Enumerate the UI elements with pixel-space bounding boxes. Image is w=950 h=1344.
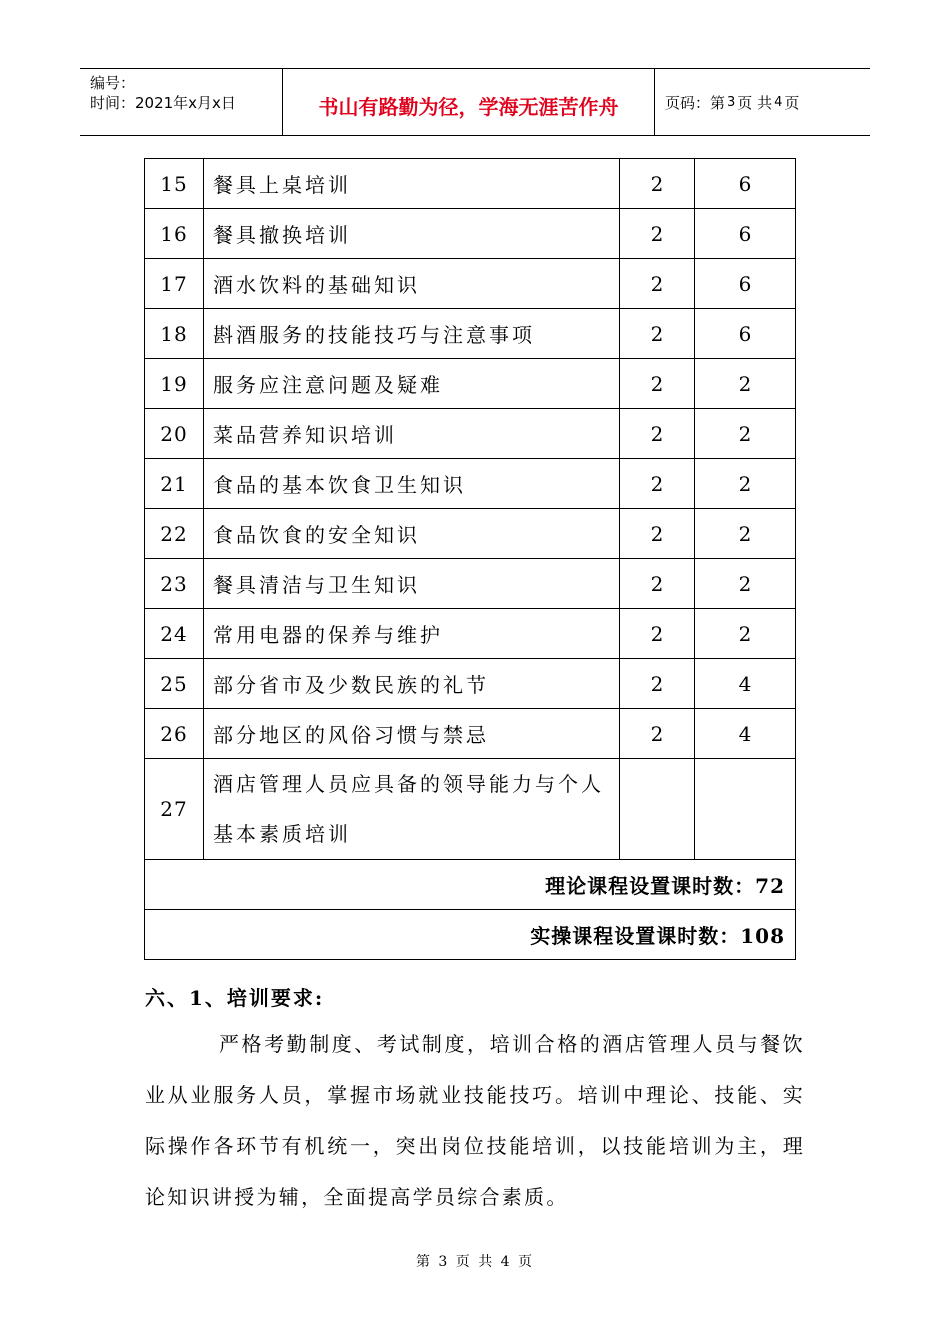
- table-row: [145, 759, 796, 860]
- theory-hours: 2: [620, 409, 695, 459]
- course-name-line: 酒店管理人员应具备的领导能力与个人: [213, 772, 604, 796]
- row-number: 17: [145, 259, 204, 309]
- course-name: 餐具清洁与卫生知识: [204, 559, 620, 609]
- row-number: 18: [145, 309, 204, 359]
- theory-total: 理论课程设置课时数：72: [145, 860, 796, 910]
- row-number: 23: [145, 559, 204, 609]
- course-name: [204, 759, 620, 860]
- practice-hours: [695, 759, 796, 860]
- theory-hours: 2: [620, 609, 695, 659]
- page-prefix: 页码：第: [665, 93, 726, 112]
- row-number: 21: [145, 459, 204, 509]
- course-name: 餐具上桌培训: [204, 159, 620, 209]
- table-row: [145, 409, 796, 459]
- row-number: 24: [145, 609, 204, 659]
- theory-hours: 2: [620, 559, 695, 609]
- row-number: 16: [145, 209, 204, 259]
- practice-hours: 2: [695, 509, 796, 559]
- row-number: 25: [145, 659, 204, 709]
- practice-hours: 2: [695, 359, 796, 409]
- page-header: [80, 68, 870, 136]
- table-row: [145, 559, 796, 609]
- course-name: 服务应注意问题及疑难: [204, 359, 620, 409]
- course-name: 部分省市及少数民族的礼节: [204, 659, 620, 709]
- table-row: [145, 309, 796, 359]
- practice-total-row: [145, 910, 796, 960]
- practice-hours: 2: [695, 559, 796, 609]
- row-number: 15: [145, 159, 204, 209]
- header-motto: 书山有路勤为径，学海无涯苦作舟: [283, 69, 655, 135]
- page-mid: 页 共: [737, 93, 773, 112]
- theory-hours: 2: [620, 459, 695, 509]
- row-number: 26: [145, 709, 204, 759]
- practice-hours: 2: [695, 609, 796, 659]
- table-row: [145, 259, 796, 309]
- table-row: [145, 459, 796, 509]
- page-suffix: 页: [784, 93, 800, 112]
- practice-hours: 6: [695, 209, 796, 259]
- row-number: 19: [145, 359, 204, 409]
- practice-hours: 4: [695, 659, 796, 709]
- course-name-line: 基本素质培训: [213, 822, 351, 846]
- practice-hours: 6: [695, 309, 796, 359]
- course-name: 食品饮食的安全知识: [204, 509, 620, 559]
- header-page-info: [655, 69, 870, 135]
- theory-total-row: [145, 860, 796, 910]
- section-body: 严格考勤制度、考试制度，培训合格的酒店管理人员与餐饮业从业服务人员，掌握市场就业技能技巧。培训中理论、技能、实际操作各环节有机统一，突出岗位技能培训，以技能培训为主，理论知识讲授为辅，全面提高学员综合素质。: [145, 1032, 805, 1209]
- theory-hours: 2: [620, 659, 695, 709]
- row-number: 20: [145, 409, 204, 459]
- row-number: 22: [145, 509, 204, 559]
- theory-hours: 2: [620, 259, 695, 309]
- practice-total: 实操课程设置课时数：108: [145, 910, 796, 960]
- theory-hours: 2: [620, 509, 695, 559]
- document-number-label: 编号：: [90, 74, 136, 92]
- row-number: 27: [145, 759, 204, 860]
- theory-hours: 2: [620, 209, 695, 259]
- table-row: [145, 159, 796, 209]
- table-row: [145, 209, 796, 259]
- section-title: 六、1、培训要求:: [145, 986, 325, 1010]
- theory-hours: [620, 759, 695, 860]
- course-name: 食品的基本饮食卫生知识: [204, 459, 620, 509]
- theory-hours: 2: [620, 709, 695, 759]
- document-time-label: 时间：2021年x月x日: [90, 94, 236, 112]
- practice-hours: 6: [695, 259, 796, 309]
- table-row: [145, 509, 796, 559]
- page-total: 4: [774, 94, 783, 110]
- page-footer: 第 3 页 共 4 页: [415, 1254, 535, 1270]
- course-name: 部分地区的风俗习惯与禁忌: [204, 709, 620, 759]
- table-row: [145, 609, 796, 659]
- theory-hours: 2: [620, 159, 695, 209]
- page-current: 3: [727, 94, 736, 110]
- table-row: [145, 359, 796, 409]
- course-name: 酒水饮料的基础知识: [204, 259, 620, 309]
- course-name: 菜品营养知识培训: [204, 409, 620, 459]
- practice-hours: 2: [695, 459, 796, 509]
- theory-hours: 2: [620, 309, 695, 359]
- table-row: [145, 659, 796, 709]
- header-meta: [80, 69, 283, 135]
- course-name: 餐具撤换培训: [204, 209, 620, 259]
- course-name: 斟酒服务的技能技巧与注意事项: [204, 309, 620, 359]
- table-row: [145, 709, 796, 759]
- practice-hours: 4: [695, 709, 796, 759]
- course-name: 常用电器的保养与维护: [204, 609, 620, 659]
- practice-hours: 6: [695, 159, 796, 209]
- theory-hours: 2: [620, 359, 695, 409]
- course-schedule-table: [144, 158, 796, 960]
- practice-hours: 2: [695, 409, 796, 459]
